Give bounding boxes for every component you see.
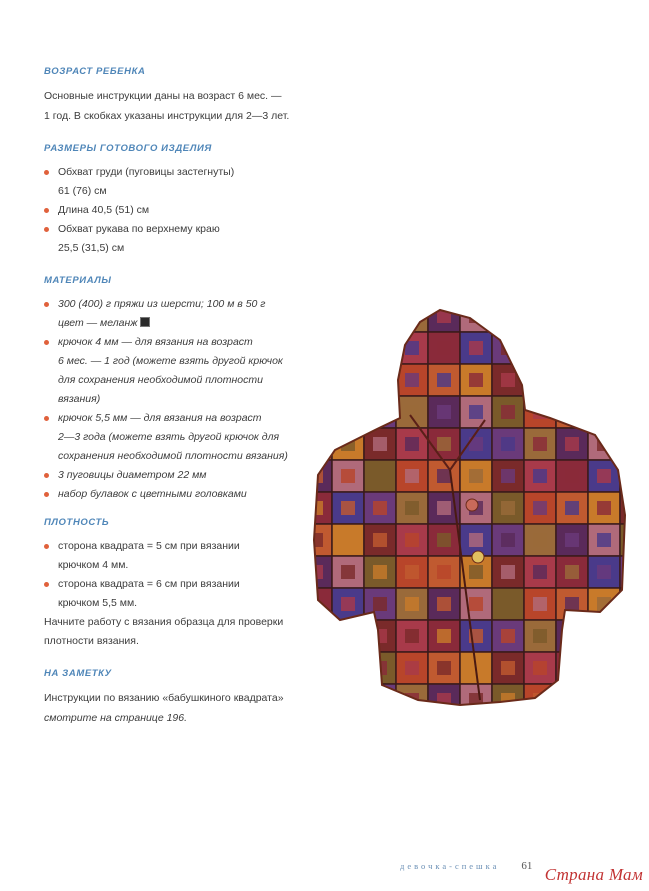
granny-square-center bbox=[405, 661, 419, 675]
granny-square-center bbox=[405, 309, 419, 323]
granny-square bbox=[300, 300, 332, 332]
granny-square-center bbox=[533, 725, 547, 730]
list-item: Обхват рукава по верхнему краю 25,5 (31,5) см bbox=[44, 220, 306, 258]
granny-square bbox=[588, 620, 620, 652]
granny-square-center bbox=[341, 629, 355, 643]
granny-square bbox=[620, 684, 645, 716]
granny-square-center bbox=[565, 597, 579, 611]
granny-square-center bbox=[309, 533, 323, 547]
list-item: 300 (400) г пряжи из шерсти; 100 м в 50 г цвет — меланж bbox=[44, 295, 306, 333]
granny-square bbox=[620, 396, 645, 428]
granny-square bbox=[588, 716, 620, 730]
granny-square-center bbox=[437, 693, 451, 707]
granny-square-center bbox=[405, 469, 419, 483]
granny-square-center bbox=[469, 533, 483, 547]
granny-square-center bbox=[565, 661, 579, 675]
granny-square-center bbox=[437, 629, 451, 643]
granny-square-center bbox=[629, 565, 643, 579]
section-title: НА ЗАМЕТКУ bbox=[44, 668, 112, 679]
granny-square bbox=[332, 716, 364, 730]
granny-square-center bbox=[373, 629, 387, 643]
granny-square bbox=[396, 300, 428, 332]
granny-square bbox=[588, 396, 620, 428]
granny-square-center bbox=[565, 693, 579, 707]
granny-square bbox=[300, 652, 332, 684]
bullet-icon bbox=[44, 227, 49, 232]
section-materials bbox=[44, 275, 306, 504]
list-item: набор булавок с цветными головками bbox=[44, 485, 306, 504]
granny-square bbox=[556, 684, 588, 716]
gauge-note: Начните работу с вязания образца для проверки плотности вязания. bbox=[44, 616, 284, 647]
granny-square-center bbox=[597, 373, 611, 387]
granny-square bbox=[588, 332, 620, 364]
bullet-icon bbox=[44, 208, 49, 213]
granny-square-center bbox=[565, 501, 579, 515]
granny-square-center bbox=[405, 437, 419, 451]
granny-square-center bbox=[373, 309, 387, 323]
granny-square-center bbox=[629, 501, 643, 515]
materials-list bbox=[44, 295, 306, 504]
granny-square-center bbox=[501, 469, 515, 483]
granny-square bbox=[620, 428, 645, 460]
granny-square bbox=[364, 364, 396, 396]
granny-square bbox=[300, 716, 332, 730]
granny-square-center bbox=[469, 597, 483, 611]
section-sizes bbox=[44, 143, 306, 258]
granny-square-center bbox=[629, 469, 643, 483]
granny-square-center bbox=[597, 725, 611, 730]
list-item: крючок 5,5 мм — для вязания на возраст 2—3 года (можете взять другой крючок для сохранения необходимой плотности вязания) bbox=[44, 409, 306, 466]
button-icon bbox=[472, 551, 484, 563]
granny-square-center bbox=[437, 405, 451, 419]
granny-square-center bbox=[629, 661, 643, 675]
granny-square-center bbox=[533, 661, 547, 675]
granny-square bbox=[588, 364, 620, 396]
granny-square-center bbox=[629, 629, 643, 643]
granny-square-center bbox=[629, 533, 643, 547]
granny-square bbox=[300, 684, 332, 716]
list-item: крючок 4 мм — для вязания на возраст 6 мес. — 1 год (можете взять другой крючок для сохранения необходимой плотности вязания) bbox=[44, 333, 306, 409]
granny-square-center bbox=[373, 469, 387, 483]
granny-square-center bbox=[565, 469, 579, 483]
granny-square-center bbox=[309, 405, 323, 419]
granny-square-center bbox=[469, 341, 483, 355]
bullet-icon bbox=[44, 473, 49, 478]
granny-square-center bbox=[565, 533, 579, 547]
list-item: сторона квадрата = 6 см при вязании крючком 5,5 мм. bbox=[44, 575, 306, 613]
notes-text: Инструкции по вязанию «бабушкиного квадрата» смотрите на странице 196. bbox=[44, 692, 284, 724]
granny-square-center bbox=[597, 533, 611, 547]
granny-square bbox=[300, 332, 332, 364]
granny-square-center bbox=[437, 597, 451, 611]
granny-square-center bbox=[437, 373, 451, 387]
granny-square-center bbox=[469, 565, 483, 579]
granny-square bbox=[620, 652, 645, 684]
granny-square-center bbox=[597, 405, 611, 419]
granny-square-center bbox=[501, 533, 515, 547]
granny-square bbox=[364, 716, 396, 730]
granny-square-center bbox=[597, 693, 611, 707]
granny-square-center bbox=[565, 565, 579, 579]
list-item: Обхват груди (пуговицы застегнуты) 61 (76) см bbox=[44, 163, 306, 201]
granny-square-center bbox=[341, 533, 355, 547]
granny-square-center bbox=[405, 597, 419, 611]
granny-square-center bbox=[501, 501, 515, 515]
granny-square bbox=[332, 364, 364, 396]
granny-square-center bbox=[437, 469, 451, 483]
granny-square-center bbox=[309, 373, 323, 387]
granny-square bbox=[620, 332, 645, 364]
granny-square-center bbox=[629, 693, 643, 707]
granny-square-center bbox=[533, 597, 547, 611]
granny-square-center bbox=[309, 437, 323, 451]
granny-square-center bbox=[597, 341, 611, 355]
section-title: ПЛОТНОСТЬ bbox=[44, 517, 110, 528]
granny-square-center bbox=[469, 309, 483, 323]
granny-square bbox=[332, 300, 364, 332]
age-text: Основные инструкции даны на возраст 6 мес. — 1 год. В скобках указаны инструкции для 2—3 лет. bbox=[44, 90, 290, 122]
granny-square bbox=[588, 428, 620, 460]
granny-square-center bbox=[437, 437, 451, 451]
granny-square bbox=[300, 364, 332, 396]
granny-square-center bbox=[405, 533, 419, 547]
granny-square bbox=[620, 620, 645, 652]
granny-square-center bbox=[309, 693, 323, 707]
granny-square bbox=[556, 364, 588, 396]
granny-square-center bbox=[469, 373, 483, 387]
granny-square-center bbox=[597, 309, 611, 323]
granny-square bbox=[332, 684, 364, 716]
granny-square-center bbox=[437, 725, 451, 730]
granny-square bbox=[364, 300, 396, 332]
granny-square-center bbox=[501, 661, 515, 675]
granny-square-center bbox=[341, 469, 355, 483]
color-swatch-icon bbox=[140, 317, 150, 327]
granny-square-center bbox=[501, 405, 515, 419]
granny-square bbox=[524, 332, 556, 364]
granny-square bbox=[300, 396, 332, 428]
granny-square-center bbox=[341, 309, 355, 323]
granny-square-center bbox=[437, 341, 451, 355]
granny-square bbox=[492, 716, 524, 730]
granny-square-center bbox=[565, 629, 579, 643]
granny-square-center bbox=[469, 469, 483, 483]
granny-square bbox=[300, 428, 332, 460]
granny-square bbox=[300, 620, 332, 652]
granny-square-center bbox=[437, 661, 451, 675]
granny-square bbox=[524, 684, 556, 716]
granny-square bbox=[620, 460, 645, 492]
granny-square-grid bbox=[300, 300, 645, 730]
granny-square-center bbox=[533, 309, 547, 323]
granny-square-center bbox=[437, 501, 451, 515]
granny-square-center bbox=[629, 341, 643, 355]
granny-square-center bbox=[373, 437, 387, 451]
running-head: девочка-спешка bbox=[400, 861, 500, 871]
sizes-list bbox=[44, 163, 306, 258]
granny-square bbox=[300, 460, 332, 492]
granny-square-center bbox=[533, 501, 547, 515]
granny-square-center bbox=[341, 597, 355, 611]
granny-square-center bbox=[309, 725, 323, 730]
granny-square-center bbox=[405, 501, 419, 515]
granny-square-center bbox=[373, 501, 387, 515]
granny-square-center bbox=[373, 693, 387, 707]
granny-square-center bbox=[629, 373, 643, 387]
page-number: 61 bbox=[521, 860, 533, 872]
granny-square bbox=[556, 716, 588, 730]
granny-square-center bbox=[341, 693, 355, 707]
granny-square-center bbox=[565, 341, 579, 355]
granny-square bbox=[492, 300, 524, 332]
granny-square-center bbox=[533, 469, 547, 483]
section-title: РАЗМЕРЫ ГОТОВОГО ИЗДЕЛИЯ bbox=[44, 143, 212, 154]
granny-square-center bbox=[565, 309, 579, 323]
granny-square bbox=[332, 652, 364, 684]
granny-square bbox=[588, 684, 620, 716]
granny-square-center bbox=[341, 565, 355, 579]
section-title: МАТЕРИАЛЫ bbox=[44, 275, 112, 286]
bullet-icon bbox=[44, 492, 49, 497]
granny-square-center bbox=[597, 565, 611, 579]
granny-square-center bbox=[373, 373, 387, 387]
section-title: ВОЗРАСТ РЕБЕНКА bbox=[44, 66, 146, 77]
granny-square-center bbox=[373, 341, 387, 355]
granny-square-center bbox=[629, 405, 643, 419]
granny-square-center bbox=[629, 597, 643, 611]
granny-square-center bbox=[597, 661, 611, 675]
granny-square-center bbox=[565, 405, 579, 419]
granny-square-center bbox=[597, 469, 611, 483]
granny-square-center bbox=[373, 533, 387, 547]
granny-square-center bbox=[309, 341, 323, 355]
section-notes bbox=[44, 668, 306, 728]
granny-square-center bbox=[501, 437, 515, 451]
granny-square-center bbox=[597, 629, 611, 643]
granny-square-center bbox=[405, 373, 419, 387]
list-item: Длина 40,5 (51) см bbox=[44, 201, 306, 220]
granny-square bbox=[332, 332, 364, 364]
jacket-photo bbox=[300, 300, 645, 730]
granny-square-center bbox=[533, 533, 547, 547]
granny-square-center bbox=[373, 597, 387, 611]
granny-square-center bbox=[501, 629, 515, 643]
granny-square-center bbox=[629, 725, 643, 730]
granny-square-center bbox=[405, 725, 419, 730]
granny-square-center bbox=[501, 597, 515, 611]
granny-square-center bbox=[309, 629, 323, 643]
granny-square-center bbox=[373, 725, 387, 730]
granny-square-center bbox=[501, 309, 515, 323]
section-gauge bbox=[44, 517, 306, 651]
granny-square bbox=[300, 588, 332, 620]
granny-square-center bbox=[309, 309, 323, 323]
granny-square-center bbox=[405, 565, 419, 579]
granny-square bbox=[524, 716, 556, 730]
watermark-logo: Страна Мам bbox=[544, 865, 643, 884]
bullet-icon bbox=[44, 544, 49, 549]
granny-square-center bbox=[629, 437, 643, 451]
granny-square bbox=[332, 396, 364, 428]
granny-square bbox=[524, 300, 556, 332]
section-age bbox=[44, 66, 306, 126]
list-item: 3 пуговицы диаметром 22 мм bbox=[44, 466, 306, 485]
granny-square bbox=[556, 396, 588, 428]
granny-square-center bbox=[533, 437, 547, 451]
granny-square bbox=[428, 716, 460, 730]
granny-square-center bbox=[341, 341, 355, 355]
granny-square-center bbox=[341, 661, 355, 675]
granny-square bbox=[524, 364, 556, 396]
list-item: сторона квадрата = 5 см при вязании крючком 4 мм. bbox=[44, 537, 306, 575]
granny-square-center bbox=[373, 405, 387, 419]
granny-square bbox=[332, 620, 364, 652]
granny-square-center bbox=[501, 565, 515, 579]
granny-square-center bbox=[533, 373, 547, 387]
granny-square-center bbox=[501, 725, 515, 730]
granny-square bbox=[556, 332, 588, 364]
granny-square-center bbox=[373, 565, 387, 579]
granny-square-center bbox=[629, 309, 643, 323]
granny-square-center bbox=[309, 661, 323, 675]
granny-square-center bbox=[437, 565, 451, 579]
granny-square bbox=[620, 300, 645, 332]
granny-square-center bbox=[469, 405, 483, 419]
bullet-icon bbox=[44, 416, 49, 421]
granny-square bbox=[620, 588, 645, 620]
granny-square bbox=[588, 300, 620, 332]
granny-square-center bbox=[565, 437, 579, 451]
granny-square-center bbox=[341, 501, 355, 515]
granny-square-center bbox=[437, 533, 451, 547]
granny-square-center bbox=[309, 597, 323, 611]
granny-square bbox=[364, 332, 396, 364]
button-icon bbox=[466, 499, 478, 511]
granny-square-center bbox=[533, 629, 547, 643]
granny-square bbox=[620, 364, 645, 396]
granny-square-center bbox=[565, 725, 579, 730]
gauge-list bbox=[44, 537, 306, 613]
granny-square-center bbox=[533, 565, 547, 579]
granny-square-center bbox=[341, 725, 355, 730]
bullet-icon bbox=[44, 582, 49, 587]
granny-square bbox=[460, 716, 492, 730]
granny-square-center bbox=[533, 341, 547, 355]
granny-square-center bbox=[469, 725, 483, 730]
bullet-icon bbox=[44, 340, 49, 345]
granny-square bbox=[396, 716, 428, 730]
granny-square bbox=[620, 716, 645, 730]
granny-square-center bbox=[501, 373, 515, 387]
granny-square-center bbox=[341, 405, 355, 419]
granny-square bbox=[588, 652, 620, 684]
granny-square-center bbox=[405, 629, 419, 643]
granny-square-center bbox=[565, 373, 579, 387]
granny-square bbox=[556, 300, 588, 332]
bullet-icon bbox=[44, 170, 49, 175]
granny-square-center bbox=[341, 373, 355, 387]
bullet-icon bbox=[44, 302, 49, 307]
granny-square-center bbox=[597, 501, 611, 515]
